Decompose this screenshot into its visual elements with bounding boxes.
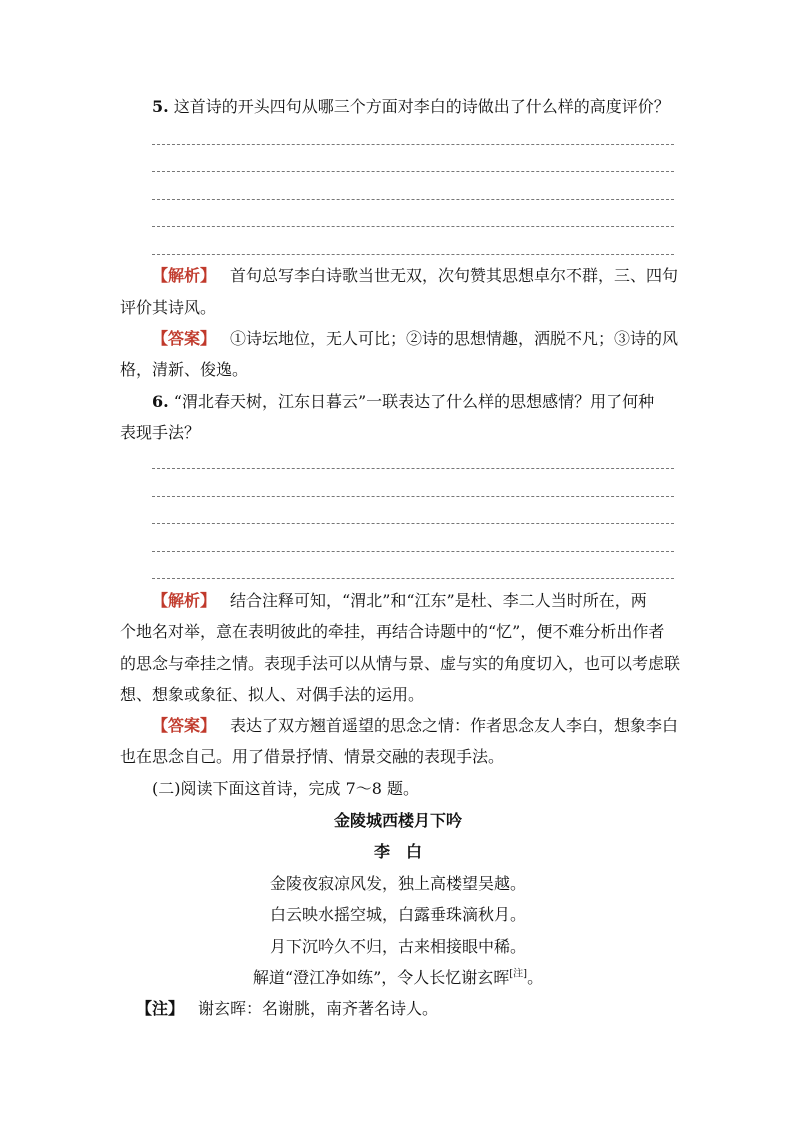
poem-line: 月下沉吟久不归，古来相接眼中稀。: [269, 937, 526, 956]
question-text: 这首诗的开头四句从哪三个方面对李白的诗做出了什么样的高度评价？: [173, 97, 670, 116]
poem-line: 金陵夜寂凉风发，独上高楼望吴越。: [269, 874, 526, 893]
note-tag: 【注】: [136, 999, 185, 1018]
answer-line: [152, 171, 674, 172]
answer-line: [152, 523, 674, 524]
answer-line: [152, 468, 674, 469]
question-text-line: 表现手法？: [120, 423, 201, 442]
poem-note: [136, 999, 692, 1019]
analysis-block: [152, 591, 676, 611]
answer-line: [152, 144, 674, 145]
section-heading: (二)阅读下面这首诗，完成 7～8 题。: [152, 779, 420, 798]
answer-line: [152, 551, 674, 552]
question-text: “渭北春天树，江东日暮云”一联表达了什么样的思想感情？用了何种: [173, 392, 655, 411]
question-5: [152, 97, 676, 117]
analysis-block: [152, 266, 679, 286]
answer-text-line: 格，清新、俊逸。: [120, 360, 249, 379]
answer-text-line: 也在思念自己。用了借景抒情、情景交融的表现手法。: [120, 747, 505, 766]
answer-block: [152, 329, 679, 349]
answer-block: [152, 716, 679, 736]
answer-tag: 【答案】: [152, 716, 217, 735]
question-6: [152, 392, 676, 412]
analysis-text-line: 个地名对举，意在表明彼此的牵挂，再结合诗题中的“忆”，便不难分析出作者: [120, 622, 665, 641]
analysis-text-line: 的思念与牵挂之情。表现手法可以从情与景、虚与实的角度切入，也可以考虑联: [120, 654, 681, 673]
answer-text: ①诗坛地位，无人可比；②诗的思想情趣，洒脱不凡；③诗的风: [230, 329, 679, 348]
poem-author: 李 白: [373, 842, 422, 861]
poem-line: 白云映水摇空城，白露垂珠滴秋月。: [269, 905, 526, 924]
analysis-text-line: 评价其诗风。: [120, 298, 217, 317]
analysis-text-line: 想、想象或象征、拟人、对偶手法的运用。: [120, 685, 425, 704]
poem-line-end: 。: [527, 968, 544, 987]
note-marker: [注]: [509, 968, 528, 980]
analysis-text: 首句总写李白诗歌当世无双，次句赞其思想卓尔不群，三、四句: [230, 266, 679, 285]
analysis-text: 结合注释可知，“渭北”和“江东”是杜、李二人当时所在，两: [230, 591, 647, 610]
analysis-tag: 【解析】: [152, 591, 217, 610]
answer-text: 表达了双方翘首遥望的思念之情：作者思念友人李白，想象李白: [230, 716, 679, 735]
answer-line: [152, 496, 674, 497]
answer-line: [152, 199, 674, 200]
analysis-tag: 【解析】: [152, 266, 217, 285]
poem-line-text: 解道“澄江净如练”，令人长忆谢玄晖: [252, 968, 510, 987]
question-number: 5.: [152, 97, 169, 116]
answer-line: [152, 226, 674, 227]
answer-line: [152, 578, 674, 579]
note-text: 谢玄晖：名谢朓，南齐著名诗人。: [198, 999, 439, 1018]
answer-tag: 【答案】: [152, 329, 217, 348]
poem-title: 金陵城西楼月下吟: [333, 811, 462, 830]
poem-line-4: [120, 968, 676, 988]
answer-line: [152, 254, 674, 255]
question-number: 6.: [152, 392, 169, 411]
